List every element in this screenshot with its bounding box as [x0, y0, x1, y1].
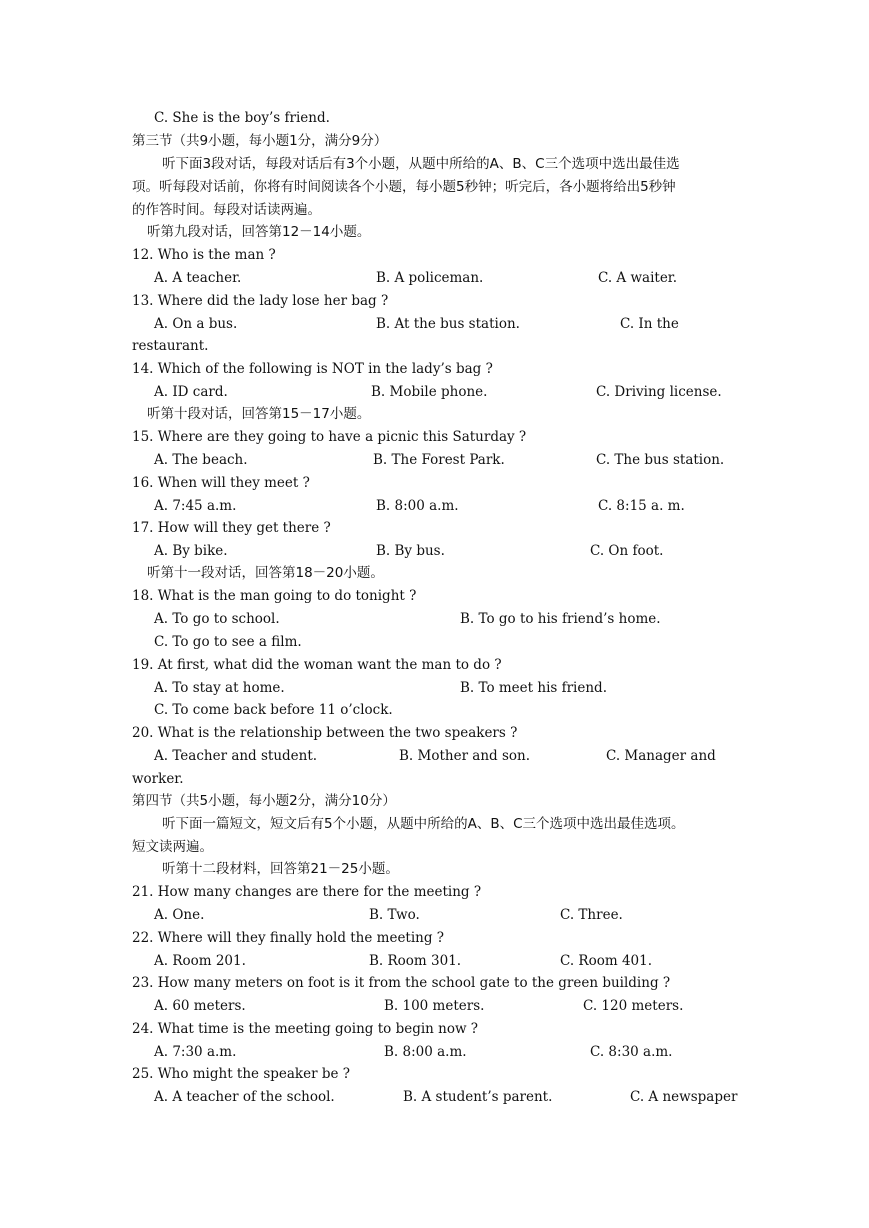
option-a: A. One.	[154, 907, 205, 923]
option-b: B. To go to his friend’s home.	[460, 611, 661, 627]
option-b: B. The Forest Park.	[373, 452, 505, 468]
option-c: C. Driving license.	[596, 384, 722, 400]
option-a: A. By bike.	[154, 543, 228, 559]
question-stem: 21. How many changes are there for the meeting ?	[132, 884, 482, 900]
instruction-line: 听下面一篇短文，短文后有5个小题，从题中所给的A、B、C三个选项中选出最佳选项。	[162, 816, 685, 832]
option-a: A. 7:30 a.m.	[154, 1044, 237, 1060]
option-b: B. A student’s parent.	[403, 1089, 553, 1105]
dialogue-intro: 听第十二段材料，回答第21－25小题。	[162, 861, 399, 877]
option-c: C. Room 401.	[560, 953, 653, 969]
option-b: B. A policeman.	[376, 270, 484, 286]
section-heading: 第三节（共9小题，每小题1分，满分9分）	[132, 133, 388, 149]
option-a: A. Room 201.	[154, 953, 246, 969]
dialogue-intro: 听第十段对话，回答第15－17小题。	[147, 406, 371, 422]
option-b: B. Mobile phone.	[371, 384, 488, 400]
question-stem: 16. When will they meet ?	[132, 475, 310, 491]
option-c: C. 8:30 a.m.	[590, 1044, 673, 1060]
option-a: A. The beach.	[154, 452, 248, 468]
option-b: B. 100 meters.	[384, 998, 485, 1014]
question-stem: 17. How will they get there ?	[132, 520, 331, 536]
question-stem: 18. What is the man going to do tonight ?	[132, 588, 417, 604]
question-stem: 19. At first, what did the woman want the man to do ?	[132, 657, 502, 673]
option-c: C. A newspaper	[630, 1089, 738, 1105]
option-a: A. To go to school.	[154, 611, 280, 627]
section-heading: 第四节（共5小题，每小题2分，满分10分）	[132, 793, 396, 809]
option-a: A. A teacher.	[154, 270, 242, 286]
option-c-wrap: restaurant.	[132, 338, 209, 354]
option-a: A. 60 meters.	[154, 998, 246, 1014]
instruction-line: 项。听每段对话前，你将有时间阅读各个小题，每小题5秒钟；听完后，各小题将给出5秒钟	[132, 179, 676, 195]
question-stem: 25. Who might the speaker be ?	[132, 1066, 351, 1082]
option-c: C. A waiter.	[598, 270, 678, 286]
option-b: B. Two.	[369, 907, 420, 923]
question-stem: 14. Which of the following is NOT in the lady’s bag ?	[132, 361, 493, 377]
option-b: B. At the bus station.	[376, 316, 520, 332]
question-stem: 20. What is the relationship between the two speakers ?	[132, 725, 518, 741]
option-a: A. A teacher of the school.	[154, 1089, 335, 1105]
option-c: C. To go to see a film.	[154, 634, 302, 650]
option-c: C. 120 meters.	[583, 998, 684, 1014]
dialogue-intro: 听第十一段对话，回答第18－20小题。	[147, 565, 384, 581]
option-a: A. Teacher and student.	[154, 748, 318, 764]
question-stem: 12. Who is the man ?	[132, 247, 276, 263]
option-c: C. Manager and	[606, 748, 716, 764]
option-c: C. Three.	[560, 907, 623, 923]
option-b: B. To meet his friend.	[460, 680, 607, 696]
question-stem: 23. How many meters on foot is it from the school gate to the green building ?	[132, 975, 671, 991]
option-c: C. On foot.	[590, 543, 664, 559]
option-b: B. By bus.	[376, 543, 445, 559]
question-stem: 13. Where did the lady lose her bag ?	[132, 293, 389, 309]
dialogue-intro: 听第九段对话，回答第12－14小题。	[147, 224, 371, 240]
question-stem: 15. Where are they going to have a picnic this Saturday ?	[132, 429, 527, 445]
option-a: A. ID card.	[154, 384, 228, 400]
instruction-line: 短文读两遍。	[132, 839, 213, 855]
option-b: B. Mother and son.	[399, 748, 531, 764]
question-stem: 22. Where will they finally hold the meeting ?	[132, 930, 445, 946]
instruction-line: 的作答时间。每段对话读两遍。	[132, 202, 321, 218]
option-b: B. 8:00 a.m.	[376, 498, 459, 514]
option-c: C. 8:15 a. m.	[598, 498, 685, 514]
instruction-line: 听下面3段对话，每段对话后有3个小题，从题中所给的A、B、C三个选项中选出最佳选	[162, 156, 680, 172]
option-c: C. In the	[620, 316, 679, 332]
question-stem: 24. What time is the meeting going to begin now ?	[132, 1021, 479, 1037]
option-c: C. To come back before 11 o’clock.	[154, 702, 393, 718]
option-b: B. Room 301.	[369, 953, 462, 969]
option-a: A. To stay at home.	[154, 680, 285, 696]
option-c: C. She is the boy’s friend.	[154, 110, 330, 126]
option-a: A. On a bus.	[154, 316, 238, 332]
option-b: B. 8:00 a.m.	[384, 1044, 467, 1060]
option-a: A. 7:45 a.m.	[154, 498, 237, 514]
option-c-wrap: worker.	[132, 771, 184, 787]
option-c: C. The bus station.	[596, 452, 725, 468]
